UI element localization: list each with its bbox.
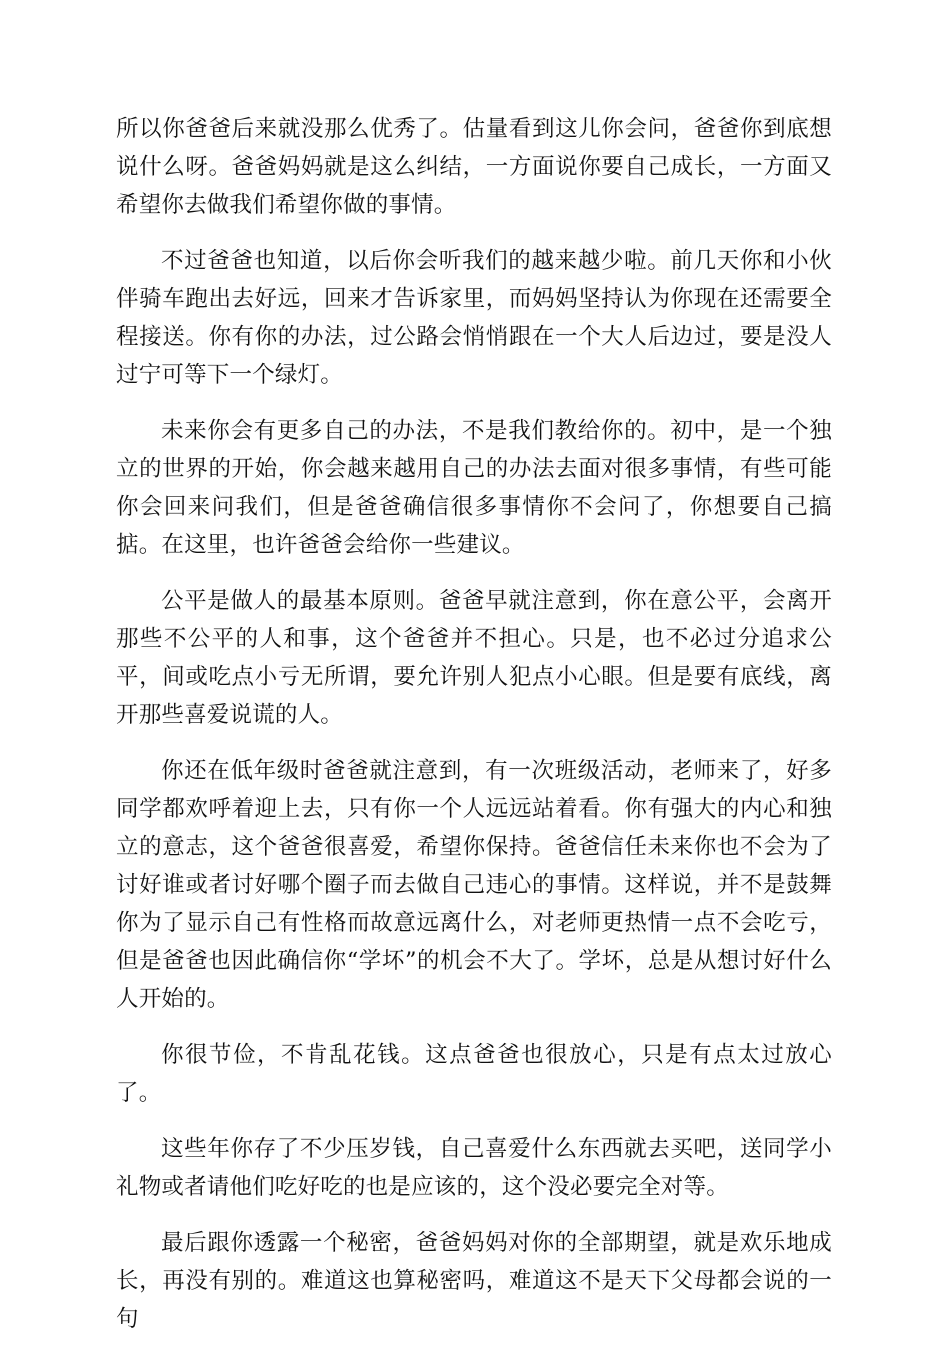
document-body	[116, 110, 832, 1356]
paragraph-4: 公平是做人的最基本原则。爸爸早就注意到，你在意公平，会离开那些不公平的人和事，这个爸爸并不担心。只是，也不必过分追求公平，间或吃点小亏无所谓，要允许别人犯点小心眼。但是要有底线，离开那些喜爱说谎的人。	[116, 588, 832, 728]
paragraph-7: 这些年你存了不少压岁钱，自己喜爱什么东西就去买吧，送同学小礼物或者请他们吃好吃的也是应该的，这个没必要完全对等。	[116, 1136, 832, 1200]
paragraph-1: 所以你爸爸后来就没那么优秀了。估量看到这儿你会问，爸爸你到底想说什么呀。爸爸妈妈就是这么纠结，一方面说你要自己成长，一方面又希望你去做我们希望你做的事情。	[116, 116, 832, 218]
paragraph-8: 最后跟你透露一个秘密，爸爸妈妈对你的全部期望，就是欢乐地成长，再没有别的。难道这也算秘密吗，难道这不是天下父母都会说的一句	[116, 1230, 832, 1332]
paragraph-3: 未来你会有更多自己的办法，不是我们教给你的。初中，是一个独立的世界的开始，你会越来越用自己的办法去面对很多事情，有些可能你会回来问我们，但是爸爸确信很多事情你不会问了，你想要自己搞掂。在这里，也许爸爸会给你一些建议。	[116, 418, 832, 558]
paragraph-5: 你还在低年级时爸爸就注意到，有一次班级活动，老师来了，好多同学都欢呼着迎上去，只有你一个人远远站着看。你有强大的内心和独立的意志，这个爸爸很喜爱，希望你保持。爸爸信任未来你也不会为了讨好谁或者讨好哪个圈子而去做自己违心的事情。这样说，并不是鼓舞你为了显示自己有性格而故意远离什么，对老师更热情一点不会吃亏，但是爸爸也因此确信你“学坏”的机会不大了。学坏，总是从想讨好什么人开始的。	[116, 758, 832, 1012]
paragraph-6: 你很节俭，不肯乱花钱。这点爸爸也很放心，只是有点太过放心了。	[116, 1042, 832, 1106]
paragraph-2: 不过爸爸也知道，以后你会听我们的越来越少啦。前几天你和小伙伴骑车跑出去好远，回来才告诉家里，而妈妈坚持认为你现在还需要全程接送。你有你的办法，过公路会悄悄跟在一个大人后边过，要是没人过宁可等下一个绿灯。	[116, 248, 832, 388]
